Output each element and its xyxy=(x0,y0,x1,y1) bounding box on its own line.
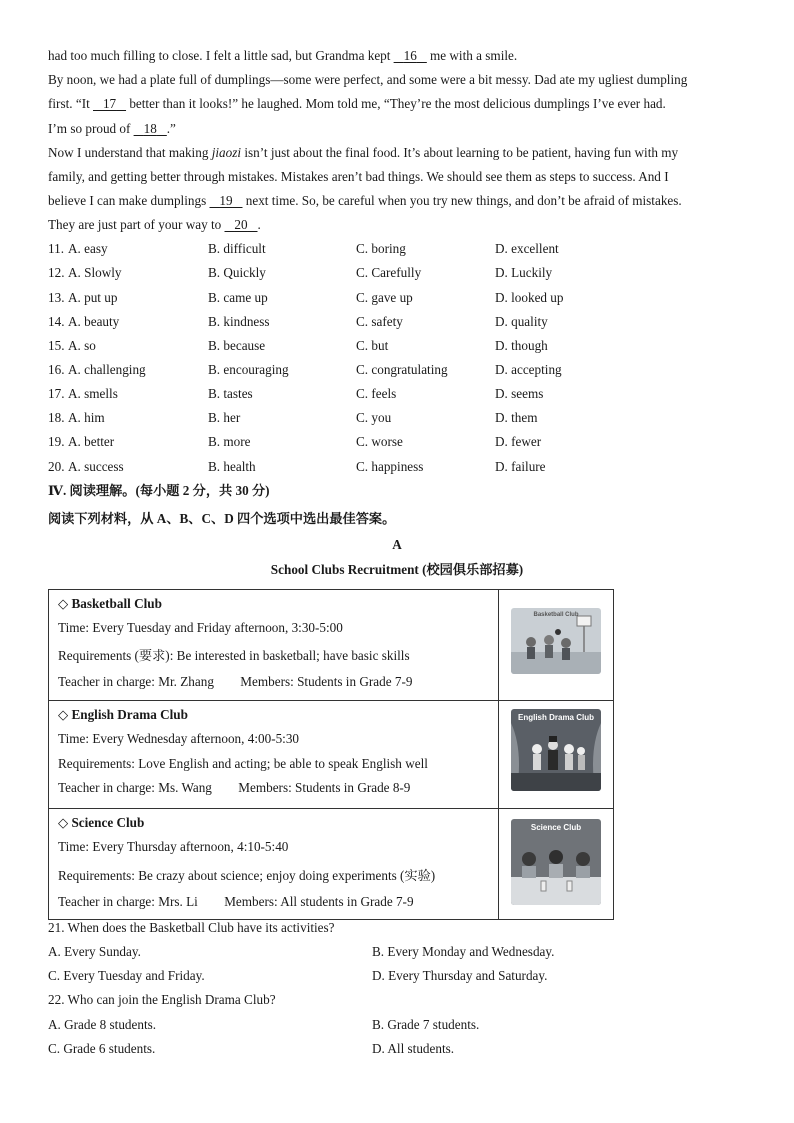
passage-letter: A xyxy=(392,537,402,552)
option-c: C. worse xyxy=(356,434,403,449)
club-info xyxy=(49,809,499,920)
section-instruction: 阅读下列材料，从 A、B、C、D 四个选项中选出最佳答案。 xyxy=(48,511,396,526)
passage-text: Now I understand that making xyxy=(48,145,209,160)
club-name: ◇ Science Club xyxy=(58,815,145,830)
option-d: D. Every Thursday and Saturday. xyxy=(372,968,548,983)
club-info xyxy=(49,701,499,809)
option-d: D. Luckily xyxy=(495,265,553,280)
club-members: Members: Students in Grade 8-9 xyxy=(238,780,411,795)
club-name: ◇ Basketball Club xyxy=(58,596,162,611)
club-teacher-members xyxy=(58,894,498,910)
option-a: A. put up xyxy=(68,290,118,305)
italic-word: jiaozi xyxy=(211,145,242,160)
passage-line xyxy=(48,96,666,112)
blank-18: 18 xyxy=(143,121,157,136)
club-requirements: Requirements: Love English and acting; be able to speak English well xyxy=(58,756,428,771)
club-row-basketball xyxy=(49,590,614,701)
passage-line xyxy=(48,145,678,161)
question-number: 19. xyxy=(48,434,65,449)
option-c: C. safety xyxy=(356,314,403,329)
club-picture-cell xyxy=(499,809,614,920)
blank-16: 16 xyxy=(403,48,417,63)
option-a: A. Grade 8 students. xyxy=(48,1017,157,1032)
passage-text: had too much filling to close. I felt a little sad, but Grandma kept xyxy=(48,48,391,63)
option-b: B. Quickly xyxy=(208,265,266,280)
passage-text: next time. So, be careful when you try new things, and don’t be afraid of mistakes. xyxy=(245,193,682,208)
passage-text: . xyxy=(257,217,261,232)
passage-line xyxy=(48,48,517,64)
clubs-table xyxy=(48,589,614,920)
option-c: C. Grade 6 students. xyxy=(48,1041,156,1056)
passage-title: School Clubs Recruitment (校园俱乐部招募) xyxy=(270,562,524,577)
club-name: ◇ English Drama Club xyxy=(58,707,188,722)
option-b: B. kindness xyxy=(208,314,270,329)
science-club-image: Science Club xyxy=(511,819,601,905)
option-a: A. success xyxy=(68,459,124,474)
option-b: B. Grade 7 students. xyxy=(372,1017,480,1032)
option-a: A. Slowly xyxy=(68,265,122,280)
club-teacher-members xyxy=(58,780,498,796)
option-a: A. better xyxy=(68,434,115,449)
option-a: A. so xyxy=(68,338,96,353)
option-d: D. them xyxy=(495,410,538,425)
option-a: A. easy xyxy=(68,241,108,256)
passage-line xyxy=(48,217,261,233)
passage-text: better than it looks!” he laughed. Mom told me, “They’re the most delicious dumplings I’ve ever had. xyxy=(129,96,666,111)
passage-text: isn’t just about the final food. It’s about learning to be patient, having fun with my xyxy=(244,145,679,160)
question-number: 15. xyxy=(48,338,65,353)
option-c: C. Every Tuesday and Friday. xyxy=(48,968,205,983)
club-info xyxy=(49,590,499,701)
drama-club-image: English Drama Club xyxy=(511,709,601,791)
passage-text: me with a smile. xyxy=(430,48,518,63)
question-number: 13. xyxy=(48,290,65,305)
question-number: 18. xyxy=(48,410,65,425)
passage-line: family, and getting better through mistakes. Mistakes aren’t bad things. We should see them as steps to success. And I xyxy=(48,169,669,184)
question-stem: 22. Who can join the English Drama Club? xyxy=(48,992,276,1007)
option-c: C. you xyxy=(356,410,392,425)
club-time: Time: Every Wednesday afternoon, 4:00-5:30 xyxy=(58,731,300,746)
blank-19: 19 xyxy=(219,193,233,208)
option-d: D. accepting xyxy=(495,362,562,377)
option-d: D. looked up xyxy=(495,290,564,305)
option-b: B. more xyxy=(208,434,251,449)
question-number: 11. xyxy=(48,241,64,256)
club-teacher: Teacher in charge: Mr. Zhang xyxy=(58,674,214,689)
passage-text: They are just part of your way to xyxy=(48,217,222,232)
question-number: 17. xyxy=(48,386,65,401)
club-teacher: Teacher in charge: Mrs. Li xyxy=(58,894,198,909)
option-b: B. because xyxy=(208,338,266,353)
club-time: Time: Every Thursday afternoon, 4:10-5:40 xyxy=(58,839,289,854)
question-number: 16. xyxy=(48,362,65,377)
option-a: A. challenging xyxy=(68,362,146,377)
club-members: Members: Students in Grade 7-9 xyxy=(240,674,413,689)
option-c: C. congratulating xyxy=(356,362,448,377)
basketball-club-image: Basketball Club xyxy=(511,608,601,674)
option-b: B. difficult xyxy=(208,241,266,256)
club-row-science xyxy=(49,809,614,920)
passage-line: By noon, we had a plate full of dumplings—some were perfect, and some were a bit messy. Dad ate my ugliest dumpling xyxy=(48,72,688,87)
club-picture-cell xyxy=(499,701,614,809)
option-a: A. Every Sunday. xyxy=(48,944,141,959)
question-stem: 21. When does the Basketball Club have its activities? xyxy=(48,920,335,935)
question-number: 12. xyxy=(48,265,65,280)
option-d: D. though xyxy=(495,338,548,353)
club-requirements: Requirements: Be crazy about science; enjoy doing experiments (实验) xyxy=(58,868,436,883)
option-c: C. happiness xyxy=(356,459,424,474)
option-d: D. seems xyxy=(495,386,544,401)
club-row-drama xyxy=(49,701,614,809)
question-number: 14. xyxy=(48,314,65,329)
club-members: Members: All students in Grade 7-9 xyxy=(224,894,414,909)
passage-text: first. “It xyxy=(48,96,90,111)
option-c: C. boring xyxy=(356,241,406,256)
club-teacher-members xyxy=(58,674,498,690)
option-b: B. came up xyxy=(208,290,268,305)
option-c: C. gave up xyxy=(356,290,413,305)
section-heading: Ⅳ. 阅读理解。(每小题 2 分，共 30 分) xyxy=(48,483,270,498)
option-c: C. Carefully xyxy=(356,265,422,280)
option-d: D. failure xyxy=(495,459,546,474)
option-d: D. quality xyxy=(495,314,548,329)
option-a: A. smells xyxy=(68,386,118,401)
blank-17: 17 xyxy=(102,96,117,111)
club-requirements: Requirements (要求): Be interested in basketball; have basic skills xyxy=(58,648,410,663)
passage-line xyxy=(48,193,682,209)
passage-text: believe I can make dumplings xyxy=(48,193,207,208)
option-b: B. encouraging xyxy=(208,362,289,377)
option-d: D. fewer xyxy=(495,434,542,449)
question-number: 20. xyxy=(48,459,65,474)
option-b: B. Every Monday and Wednesday. xyxy=(372,944,555,959)
passage-text: I’m so proud of xyxy=(48,121,131,136)
option-b: B. tastes xyxy=(208,386,253,401)
option-b: B. her xyxy=(208,410,241,425)
option-c: C. feels xyxy=(356,386,397,401)
option-a: A. beauty xyxy=(68,314,120,329)
club-teacher: Teacher in charge: Ms. Wang xyxy=(58,780,212,795)
club-time: Time: Every Tuesday and Friday afternoon, 3:30-5:00 xyxy=(58,620,343,635)
option-a: A. him xyxy=(68,410,105,425)
passage-text: .” xyxy=(166,121,176,136)
option-d: D. All students. xyxy=(372,1041,455,1056)
option-b: B. health xyxy=(208,459,256,474)
blank-20: 20 xyxy=(234,217,248,232)
option-c: C. but xyxy=(356,338,389,353)
option-d: D. excellent xyxy=(495,241,559,256)
passage-line xyxy=(48,121,176,137)
club-picture-cell xyxy=(499,590,614,701)
